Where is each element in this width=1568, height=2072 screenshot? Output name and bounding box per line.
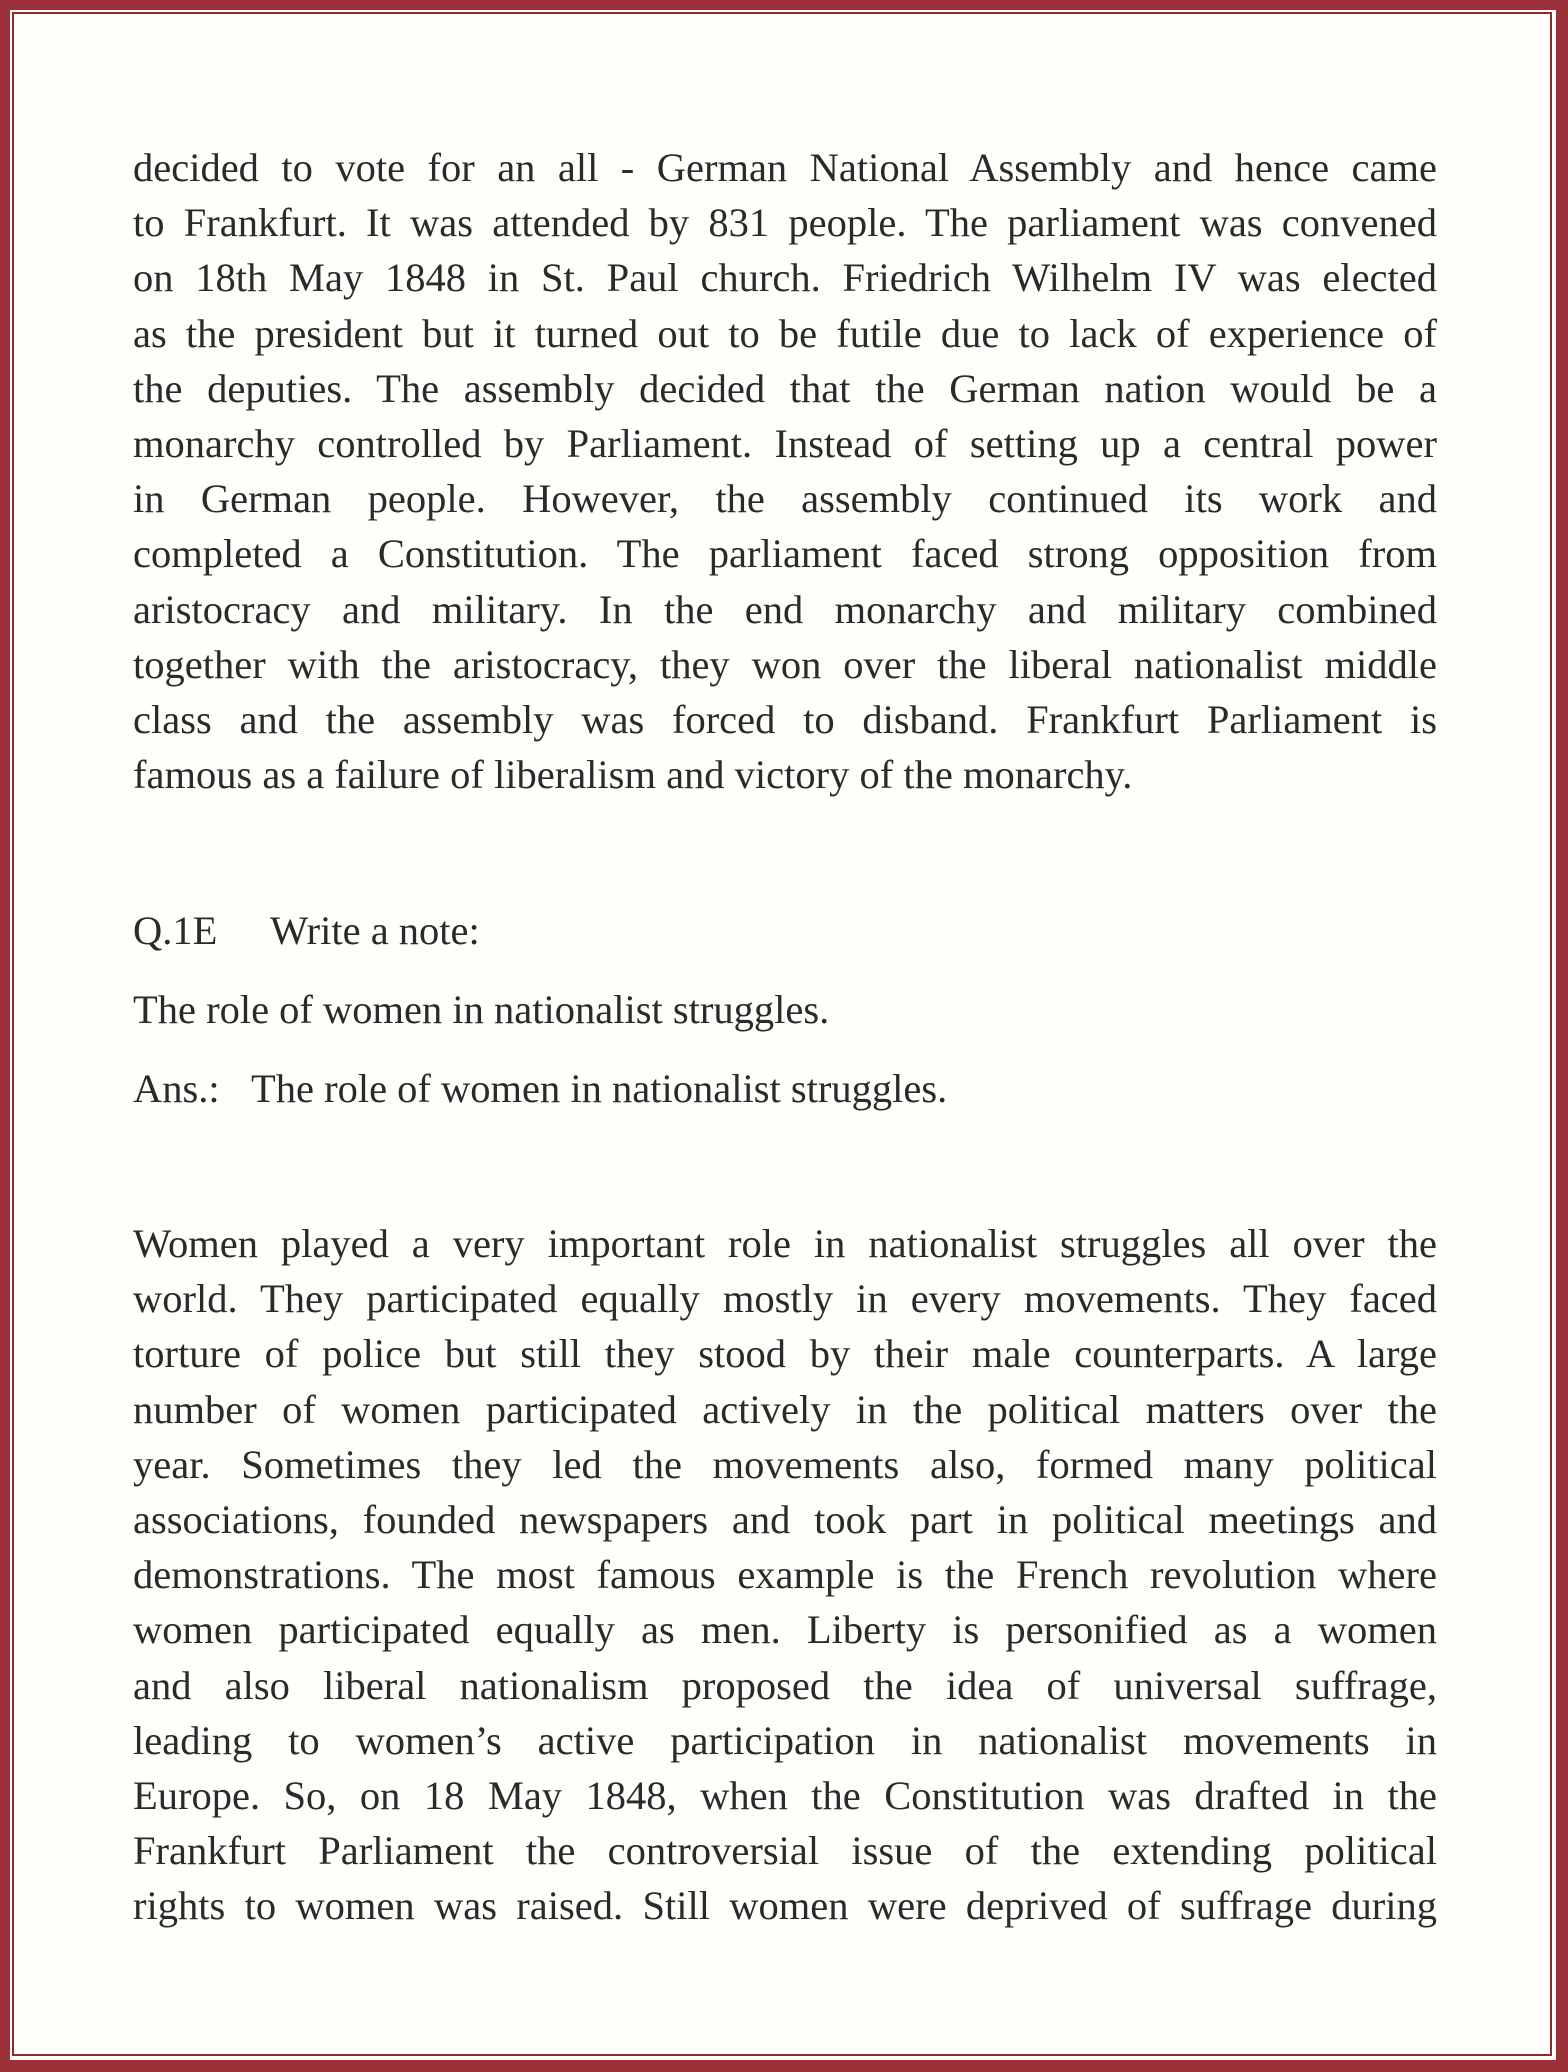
- answer-title: The role of women in nationalist struggles.: [251, 1066, 948, 1111]
- text-line: world. They participated equally mostly in every movements. They faced: [133, 1276, 1437, 1322]
- text-line: in German people. However, the assembly continued its work and: [133, 476, 1437, 522]
- paragraph-women-role: [133, 1216, 1437, 1934]
- text-line: Women played a very important role in nationalist struggles all over the: [133, 1221, 1437, 1266]
- text-line: famous as a failure of liberalism and victory of the monarchy.: [133, 752, 1133, 798]
- text-line: Europe. So, on 18 May 1848, when the Constitution was drafted in the: [133, 1773, 1437, 1819]
- text-line: together with the aristocracy, they won over the liberal nationalist middle: [133, 641, 1437, 687]
- answer-label: Ans.:: [133, 1066, 220, 1111]
- answer-heading: [133, 1061, 947, 1116]
- question-prompt: Write a note:: [270, 908, 480, 953]
- text-line: completed a Constitution. The parliament faced strong opposition from: [133, 531, 1437, 577]
- text-line: decided to vote for an all - German National Assembly and hence came: [133, 145, 1437, 190]
- question-heading: [133, 903, 480, 958]
- text-line: demonstrations. The most famous example is the French revolution where: [133, 1552, 1437, 1598]
- text-line: as the president but it turned out to be futile due to lack of experience of: [133, 310, 1437, 356]
- text-line: class and the assembly was forced to disband. Frankfurt Parliament is: [133, 697, 1437, 743]
- text-line: aristocracy and military. In the end monarchy and military combined: [133, 586, 1437, 632]
- text-line: associations, founded newspapers and took part in political meetings and: [133, 1497, 1437, 1543]
- paragraph-frankfurt-parliament: [133, 140, 1437, 802]
- text-line: women participated equally as men. Liberty is personified as a women: [133, 1607, 1437, 1653]
- text-line: year. Sometimes they led the movements also, formed many political: [133, 1441, 1437, 1487]
- text-line: number of women participated actively in the political matters over the: [133, 1386, 1437, 1432]
- text-line: leading to women’s active participation in nationalist movements in: [133, 1717, 1437, 1763]
- text-line: Frankfurt Parliament the controversial issue of the extending political: [133, 1828, 1437, 1874]
- text-line: rights to women was raised. Still women were deprived of suffrage during: [133, 1883, 1437, 1929]
- question-number: Q.1E: [133, 908, 218, 953]
- text-line: torture of police but still they stood by their male counterparts. A large: [133, 1331, 1437, 1377]
- text-line: the deputies. The assembly decided that the German nation would be a: [133, 365, 1437, 411]
- text-line: on 18th May 1848 in St. Paul church. Friedrich Wilhelm IV was elected: [133, 255, 1437, 301]
- text-line: to Frankfurt. It was attended by 831 people. The parliament was convened: [133, 200, 1437, 246]
- text-line: monarchy controlled by Parliament. Instead of setting up a central power: [133, 421, 1437, 467]
- document-page: [10, 10, 1556, 2060]
- question-topic: The role of women in nationalist struggles.: [133, 987, 830, 1032]
- text-line: and also liberal nationalism proposed the idea of universal suffrage,: [133, 1662, 1437, 1708]
